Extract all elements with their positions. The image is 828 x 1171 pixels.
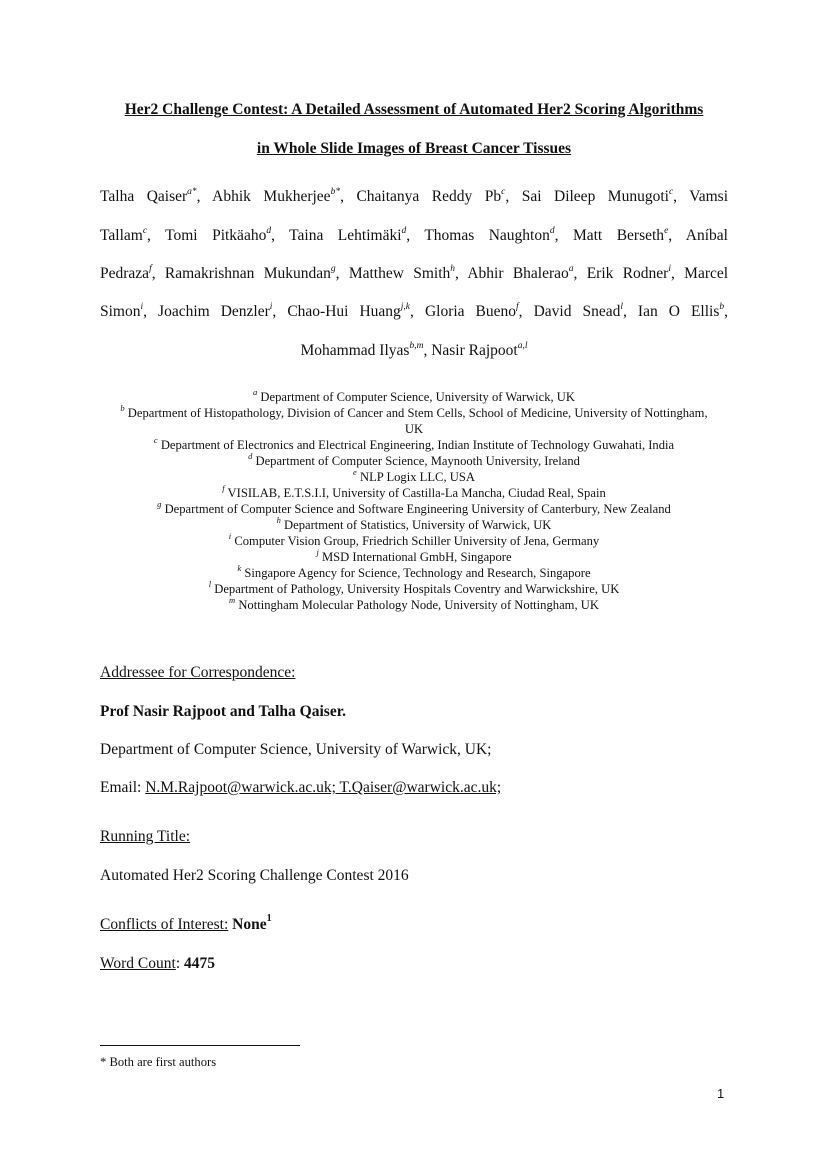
- author-affil-sup: a: [568, 263, 574, 274]
- affiliation-text: MSD International GmbH, Singapore: [321, 550, 512, 564]
- author-separator: ,: [455, 265, 468, 282]
- author-name-part: Simon: [100, 303, 141, 320]
- author-name: Nasir Rajpoot: [431, 342, 518, 359]
- word-count: [100, 955, 215, 973]
- author-name: Chao-Hui Huang: [287, 303, 401, 320]
- author-separator: ,: [724, 303, 729, 320]
- author-name: Gloria Bueno: [424, 303, 517, 320]
- affiliations-list: [120, 386, 708, 613]
- affiliation-item: [108, 498, 720, 517]
- footnote: * Both are first authors: [100, 1055, 217, 1069]
- affiliation-text: Nottingham Molecular Pathology Node, University of Nottingham, UK: [238, 598, 599, 612]
- running-title-heading: Running Title:: [100, 828, 191, 845]
- author-separator: ,: [423, 342, 432, 359]
- affiliation-text: Department of Computer Science, Maynooth University, Ireland: [255, 454, 580, 468]
- conflicts-label: Conflicts of Interest:: [100, 916, 229, 933]
- author-affil-sup: d: [401, 225, 407, 236]
- affiliation-sup: f: [222, 482, 225, 493]
- author-name: Matthew Smith: [348, 265, 451, 282]
- author-separator: ,: [410, 303, 425, 320]
- author-name: Mohammad Ilyas: [300, 342, 410, 359]
- author-separator: ,: [673, 188, 690, 205]
- author-name: Abhik Mukherjee: [212, 188, 331, 205]
- author-name: Talha Qaiser: [100, 188, 188, 205]
- author-affil-sup: b*: [330, 186, 341, 197]
- affiliation-text: Department of Statistics, University of Warwick, UK: [284, 518, 552, 532]
- author-name: Taina Lehtimäki: [289, 227, 402, 244]
- correspondence-names: Prof Nasir Rajpoot and Talha Qaiser.: [100, 703, 347, 720]
- affiliation-text: Department of Electronics and Electrical Engineering, Indian Institute of Technology Guwahati, India: [160, 438, 675, 452]
- correspondence-email: [100, 779, 501, 797]
- author-separator: ,: [670, 265, 685, 282]
- author-affil-sup: a*: [187, 186, 197, 197]
- author-affil-sup: d: [549, 225, 555, 236]
- author-separator: ,: [335, 265, 349, 282]
- affiliation-item: [120, 546, 708, 565]
- author-line-2: [100, 227, 728, 245]
- paper-title-line-2: in Whole Slide Images of Breast Cancer Tissues: [256, 140, 572, 157]
- author-line-3: [100, 265, 728, 283]
- affiliation-item: [120, 402, 708, 437]
- footnote-divider: [100, 1045, 300, 1046]
- running-title-text: Automated Her2 Scoring Challenge Contest 2016: [100, 867, 409, 884]
- affiliation-text: Department of Computer Science and Software Engineering University of Canterbury, New Zealand: [164, 502, 671, 516]
- author-separator: ,: [147, 227, 166, 244]
- affiliation-item: [120, 450, 708, 469]
- author-name-part: Vamsi: [689, 188, 729, 205]
- author-affil-sup: c: [142, 225, 148, 236]
- affiliation-sup: m: [229, 594, 236, 605]
- author-affil-sup: f: [516, 301, 519, 312]
- correspondence-department: Department of Computer Science, University of Warwick, UK;: [100, 741, 492, 758]
- author-line-4: [100, 303, 728, 321]
- affiliation-sup: c: [153, 434, 158, 445]
- affiliation-item: [120, 466, 708, 485]
- author-affil-sup: c: [501, 186, 506, 197]
- affiliation-sup: i: [228, 530, 232, 541]
- author-name-part: Pedraza: [100, 265, 150, 282]
- author-name: Erik Rodner: [586, 265, 669, 282]
- email-label: Email:: [100, 779, 146, 796]
- author-name: Thomas Naughton: [424, 227, 550, 244]
- author-separator: ,: [573, 265, 587, 282]
- affiliation-text: Department of Histopathology, Division of Cancer and Stem Cells, School of Medicine, University of Nottingham, UK: [127, 406, 708, 436]
- word-count-value: 4475: [184, 955, 216, 972]
- author-name: Sai Dileep Munugoti: [521, 188, 669, 205]
- author-name: Tomi Pitkäaho: [165, 227, 267, 244]
- affiliation-sup: d: [248, 450, 253, 461]
- author-separator: ,: [668, 227, 686, 244]
- affiliation-item: [108, 434, 720, 453]
- author-affil-sup: i: [668, 263, 671, 274]
- author-name: Ian O Ellis: [637, 303, 720, 320]
- affiliation-item: [120, 482, 708, 501]
- author-affil-sup: b: [719, 301, 725, 312]
- email-link[interactable]: N.M.Rajpoot@warwick.ac.uk; T.Qaiser@warwick.ac.uk;: [145, 779, 502, 796]
- author-separator: ,: [518, 303, 534, 320]
- conflicts-value: None: [232, 916, 267, 933]
- author-name: Ramakrishnan Mukundan: [164, 265, 331, 282]
- affiliation-text: NLP Logix LLC, USA: [359, 470, 475, 484]
- author-line-5: [100, 342, 728, 360]
- affiliation-sup: k: [237, 562, 242, 573]
- author-separator: ,: [143, 303, 159, 320]
- author-name: Chaitanya Reddy Pb: [356, 188, 502, 205]
- author-affil-sup: i: [269, 301, 273, 312]
- author-affil-sup: l: [620, 301, 624, 312]
- author-separator: ,: [340, 188, 357, 205]
- author-separator: ,: [623, 303, 638, 320]
- author-affil-sup: a,l: [517, 340, 528, 351]
- author-name: Joachim Denzler: [158, 303, 270, 320]
- author-separator: ,: [271, 227, 290, 244]
- author-affil-sup: d: [266, 225, 272, 236]
- author-separator: ,: [151, 265, 165, 282]
- correspondence-heading: Addressee for Correspondence:: [100, 664, 296, 681]
- author-name: David Snead: [533, 303, 621, 320]
- author-name-part: Tallam: [100, 227, 143, 244]
- affiliation-text: Department of Pathology, University Hospitals Coventry and Warwickshire, UK: [214, 582, 620, 596]
- affiliation-sup: j: [316, 546, 319, 557]
- affiliation-sup: e: [353, 466, 357, 477]
- author-name: Matt Berseth: [572, 227, 665, 244]
- author-name-part: Aníbal: [685, 227, 728, 244]
- word-count-colon: :: [175, 955, 181, 972]
- affiliation-sup: g: [157, 498, 162, 509]
- affiliation-sup: h: [276, 514, 281, 525]
- paper-title-line-1: Her2 Challenge Contest: A Detailed Assessment of Automated Her2 Scoring Algorithms: [124, 101, 704, 118]
- conflicts-of-interest: [100, 912, 272, 934]
- author-affil-sup: c: [668, 186, 674, 197]
- affiliation-text: VISILAB, E.T.S.I.I, University of Castilla-La Mancha, Ciudad Real, Spain: [227, 486, 606, 500]
- word-count-label: Word Count: [100, 955, 176, 972]
- conflicts-footnote-mark: 1: [266, 912, 272, 924]
- affiliation-sup: b: [120, 402, 125, 413]
- author-affil-sup: e: [664, 225, 669, 236]
- author-affil-sup: f: [149, 263, 152, 274]
- author-separator: ,: [406, 227, 425, 244]
- author-line-1: [100, 188, 728, 206]
- author-affil-sup: h: [450, 263, 456, 274]
- author-separator: ,: [272, 303, 288, 320]
- affiliation-item: [120, 514, 708, 533]
- affiliation-sup: l: [208, 578, 212, 589]
- affiliation-text: Computer Vision Group, Friedrich Schiller University of Jena, Germany: [234, 534, 600, 548]
- affiliation-sup: a: [253, 386, 258, 397]
- author-affil-sup: b,m: [409, 340, 424, 351]
- affiliation-text: Department of Computer Science, University of Warwick, UK: [260, 390, 575, 404]
- author-separator: ,: [196, 188, 213, 205]
- page-number: 1: [717, 1086, 725, 1101]
- affiliation-item: [120, 530, 708, 549]
- affiliation-item: [120, 578, 708, 597]
- author-name-part: Marcel: [684, 265, 729, 282]
- author-name: Abhir Bhalerao: [467, 265, 569, 282]
- author-affil-sup: i: [140, 301, 144, 312]
- author-affil-sup: g: [330, 263, 336, 274]
- affiliation-item: [120, 594, 708, 613]
- affiliation-text: Singapore Agency for Science, Technology and Research, Singapore: [244, 566, 591, 580]
- author-separator: ,: [505, 188, 522, 205]
- author-separator: ,: [554, 227, 573, 244]
- author-affil-sup: j,k: [400, 301, 411, 312]
- affiliation-item: [120, 386, 708, 405]
